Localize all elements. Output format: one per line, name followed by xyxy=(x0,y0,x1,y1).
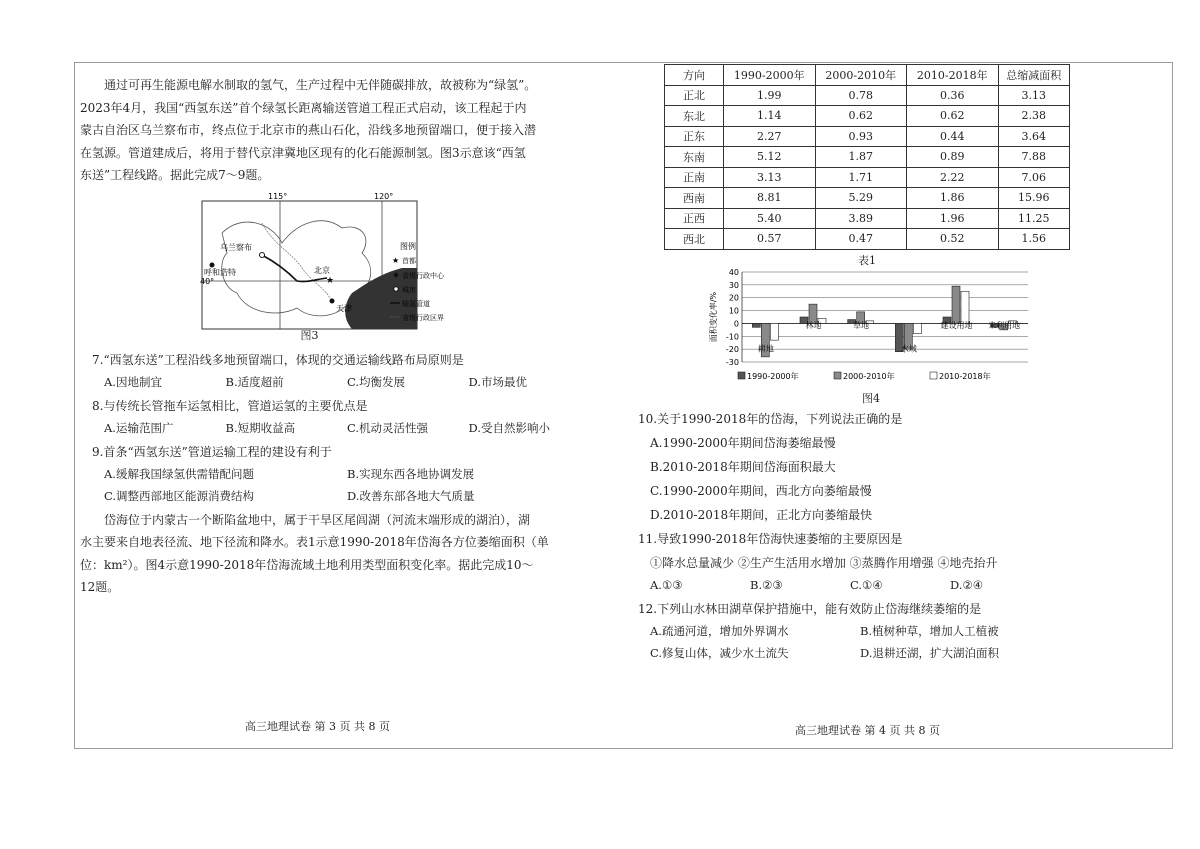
intro-line: 在氢源。管道建成后，将用于替代京津冀地区现有的化石能源制氢。图3示意该“西氢 xyxy=(80,145,526,160)
table-cell: 3.89 xyxy=(815,208,907,229)
table-cell: 1.99 xyxy=(724,85,816,106)
option[interactable]: D.退耕还湖，扩大湖泊面积 xyxy=(860,645,999,660)
option[interactable]: D.受自然影响小 xyxy=(468,420,550,435)
figure-4-chart xyxy=(706,268,1170,406)
table-cell: 8.81 xyxy=(724,188,816,209)
table-cell: 1.86 xyxy=(907,188,999,209)
question-12-options-row2 xyxy=(630,642,1070,664)
y-tick-label: -30 xyxy=(725,357,739,367)
page-3-footer: 高三地理试卷 第 3 页 共 8 页 xyxy=(245,720,390,733)
table-cell: 1.14 xyxy=(724,106,816,127)
question-10: 10.关于1990-2018年的岱海，下列说法正确的是 xyxy=(638,411,903,426)
legend-label: 1990-2000年 xyxy=(747,371,799,381)
legend-item: 首都 xyxy=(402,256,416,265)
question-8: 8.与传统长管拖车运氢相比，管道运氢的主要优点是 xyxy=(92,398,368,413)
table-row xyxy=(665,188,1070,209)
table-cell: 5.40 xyxy=(724,208,816,229)
intro-line: 蒙古自治区乌兰察布市，终点位于北京市的燕山石化，沿线多地预留端口，便于接入潜 xyxy=(80,123,537,137)
question-7: 7.“西氢东送”工程沿线多地预留端口，体现的交通运输线路布局原则是 xyxy=(92,352,464,367)
option[interactable]: B.②③ xyxy=(750,577,783,592)
page-4-footer: 高三地理试卷 第 4 页 共 8 页 xyxy=(795,724,940,737)
table-cell: 1.87 xyxy=(815,147,907,168)
page-3 xyxy=(80,64,590,746)
category-label: 草地 xyxy=(853,320,870,330)
table-cell: 正东 xyxy=(665,126,724,147)
table-cell: 东南 xyxy=(665,147,724,168)
table-cell: 0.47 xyxy=(815,229,907,250)
legend-label: 2000-2010年 xyxy=(843,371,895,381)
option[interactable]: A.①③ xyxy=(650,577,683,592)
option[interactable]: B.实现东西各地协调发展 xyxy=(347,466,475,481)
table-cell: 西南 xyxy=(665,188,724,209)
table-cell: 5.29 xyxy=(815,188,907,209)
table-cell: 7.88 xyxy=(998,147,1070,168)
legend-swatch xyxy=(930,372,937,379)
question-9-options-row2 xyxy=(80,485,590,507)
table-cell: 3.64 xyxy=(998,126,1070,147)
table-header: 2010-2018年 xyxy=(907,65,999,86)
option[interactable]: B.适度超前 xyxy=(225,374,284,389)
city-tianjin xyxy=(330,298,335,303)
legend-swatch xyxy=(834,372,841,379)
figure-3-caption: 图3 xyxy=(300,328,319,342)
option[interactable]: A.缓解我国绿氢供需错配问题 xyxy=(104,466,254,481)
option[interactable]: D.2010-2018年期间，正北方向萎缩最快 xyxy=(650,507,873,522)
question-11-options xyxy=(630,574,1050,596)
table-cell: 3.13 xyxy=(998,85,1070,106)
passage-line: 12题。 xyxy=(80,580,120,594)
question-9-options xyxy=(80,463,590,485)
table-row xyxy=(665,106,1070,127)
table-1 xyxy=(664,64,1070,250)
table-cell: 0.57 xyxy=(724,229,816,250)
y-axis-label: 面积变化率/% xyxy=(709,291,718,342)
intro-passage xyxy=(80,74,590,187)
table-row xyxy=(665,147,1070,168)
option[interactable]: C.修复山体，减少水土流失 xyxy=(650,645,789,660)
lon-label-120: 120° xyxy=(374,191,394,201)
table-cell: 0.36 xyxy=(907,85,999,106)
lon-label-115: 115° xyxy=(268,191,288,201)
category-label: 未利用地 xyxy=(988,320,1021,330)
intro-line: 通过可再生能源电解水制取的氢气，生产过程中无伴随碳排放，故被称为“绿氢”。 xyxy=(104,78,537,92)
passage-line: 位：km²）。图4示意1990-2018年岱海流域土地利用类型面积变化率。据此完成10～ xyxy=(80,557,534,572)
city-wulanchabu xyxy=(260,252,265,257)
intro-line: 东送”工程线路。据此完成7～9题。 xyxy=(80,168,270,182)
figure-3-map xyxy=(202,193,452,343)
bar xyxy=(952,286,960,323)
option[interactable]: C.机动灵活性强 xyxy=(347,420,429,435)
option[interactable]: C.①④ xyxy=(850,577,883,592)
place-label: 天津 xyxy=(336,303,352,313)
category-label: 耕地 xyxy=(757,344,774,354)
table-cell: 正西 xyxy=(665,208,724,229)
table-row xyxy=(665,126,1070,147)
capital-hohhot xyxy=(210,262,215,267)
bar xyxy=(961,291,969,323)
daihai-passage xyxy=(80,509,590,599)
question-11: 11.导致1990-2018年岱海快速萎缩的主要原因是 xyxy=(638,531,903,546)
table-cell: 1.96 xyxy=(907,208,999,229)
question-7-options xyxy=(80,371,590,393)
table-cell: 1.71 xyxy=(815,167,907,188)
y-tick-label: 40 xyxy=(728,267,739,277)
table-1-caption: 表1 xyxy=(858,253,876,267)
passage-line: 岱海位于内蒙古一个断陷盆地中，属于干旱区尾闾湖（河流末端形成的湖泊），湖 xyxy=(104,512,531,527)
legend-item: 省级行政中心 xyxy=(402,271,444,280)
table-cell: 正南 xyxy=(665,167,724,188)
option[interactable]: B.2010-2018年期间岱海面积最大 xyxy=(650,459,836,474)
option[interactable]: D.市场最优 xyxy=(468,374,527,389)
table-cell: 0.89 xyxy=(907,147,999,168)
figure-4-caption: 图4 xyxy=(862,391,880,405)
place-label: 北京 xyxy=(314,265,330,275)
place-label: 呼和浩特 xyxy=(204,267,236,277)
category-label: 林地 xyxy=(805,320,822,330)
table-cell: 2.38 xyxy=(998,106,1070,127)
table-cell: 0.52 xyxy=(907,229,999,250)
table-row xyxy=(665,85,1070,106)
bar xyxy=(913,323,921,333)
option[interactable]: B.植树种草，增加人工植被 xyxy=(860,623,999,638)
category-label: 建设用地 xyxy=(940,320,973,330)
question-12: 12.下列山水林田湖草保护措施中，能有效防止岱海继续萎缩的是 xyxy=(638,601,982,616)
legend-item: 输氢管道 xyxy=(402,299,430,308)
passage-line: 水主要来自地表径流、地下径流和降水。表1示意1990-2018年岱海各方位萎缩面积（单 xyxy=(80,535,549,549)
y-tick-label: -10 xyxy=(725,331,739,341)
table-cell: 0.62 xyxy=(815,106,907,127)
legend-star-icon: ★ xyxy=(392,255,400,265)
question-12-options xyxy=(630,620,1070,642)
intro-line: 2023年4月，我国“西氢东送”首个绿氢长距离输送管道工程正式启动，该工程起于内 xyxy=(80,100,527,115)
option[interactable]: D.②④ xyxy=(950,577,984,592)
table-row xyxy=(665,229,1070,250)
capital-star-icon: ★ xyxy=(326,275,335,286)
table-header-row xyxy=(665,65,1070,86)
table-cell: 正北 xyxy=(665,85,724,106)
table-cell: 西北 xyxy=(665,229,724,250)
legend-label: 2010-2018年 xyxy=(939,371,991,381)
y-tick-label: -20 xyxy=(725,344,739,354)
table-header: 总缩减面积 xyxy=(998,65,1070,86)
table-row xyxy=(665,208,1070,229)
legend-title: 图例 xyxy=(400,241,416,251)
map-svg xyxy=(202,193,452,343)
table-cell: 2.27 xyxy=(724,126,816,147)
option[interactable]: C.1990-2000年期间，西北方向萎缩最慢 xyxy=(650,483,872,498)
place-label: 乌兰察布 xyxy=(220,242,252,252)
option[interactable]: C.均衡发展 xyxy=(347,374,406,389)
table-row xyxy=(665,167,1070,188)
legend-swatch xyxy=(738,372,745,379)
question-11-choices: ①降水总量减少 ②生产生活用水增加 ③蒸腾作用增强 ④地壳抬升 xyxy=(650,555,998,570)
table-cell: 15.96 xyxy=(998,188,1070,209)
table-cell: 5.12 xyxy=(724,147,816,168)
option[interactable]: C.调整西部地区能源消费结构 xyxy=(104,488,255,503)
table-cell: 11.25 xyxy=(998,208,1070,229)
page-4 xyxy=(630,64,1170,746)
legend-item: 省级行政区界 xyxy=(402,313,444,322)
table-cell: 2.22 xyxy=(907,167,999,188)
y-tick-label: 0 xyxy=(733,318,739,328)
bar xyxy=(770,323,778,340)
y-tick-label: 20 xyxy=(728,293,739,303)
table-header: 方向 xyxy=(665,65,724,86)
table-cell: 0.62 xyxy=(907,106,999,127)
option[interactable]: A.疏通河道，增加外界调水 xyxy=(650,623,789,638)
y-tick-label: 10 xyxy=(728,306,739,316)
table-cell: 0.93 xyxy=(815,126,907,147)
table-header: 1990-2000年 xyxy=(724,65,816,86)
table-cell: 0.44 xyxy=(907,126,999,147)
question-8-options xyxy=(80,417,590,439)
question-9: 9.首条“西氢东送”管道运输工程的建设有利于 xyxy=(92,444,332,459)
y-tick-label: 30 xyxy=(728,280,739,290)
legend-circle-icon xyxy=(394,286,398,290)
option[interactable]: B.短期收益高 xyxy=(225,420,296,435)
option[interactable]: A.运输范围广 xyxy=(104,420,174,435)
table-cell: 1.56 xyxy=(998,229,1070,250)
lat-label-40: 40° xyxy=(200,276,215,286)
option[interactable]: D.改善东部各地大气质量 xyxy=(347,488,475,503)
table-header: 2000-2010年 xyxy=(815,65,907,86)
category-label: 水域 xyxy=(900,344,917,354)
legend-dot-icon xyxy=(394,272,398,276)
option[interactable]: A.1990-2000年期间岱海萎缩最慢 xyxy=(650,435,836,450)
option[interactable]: A.因地制宜 xyxy=(104,374,162,389)
table-cell: 7.06 xyxy=(998,167,1070,188)
table-cell: 0.78 xyxy=(815,85,907,106)
table-cell: 3.13 xyxy=(724,167,816,188)
legend-item: 城市 xyxy=(402,285,416,294)
bar xyxy=(752,323,760,327)
table-cell: 东北 xyxy=(665,106,724,127)
figure-4-svg xyxy=(706,268,1066,386)
